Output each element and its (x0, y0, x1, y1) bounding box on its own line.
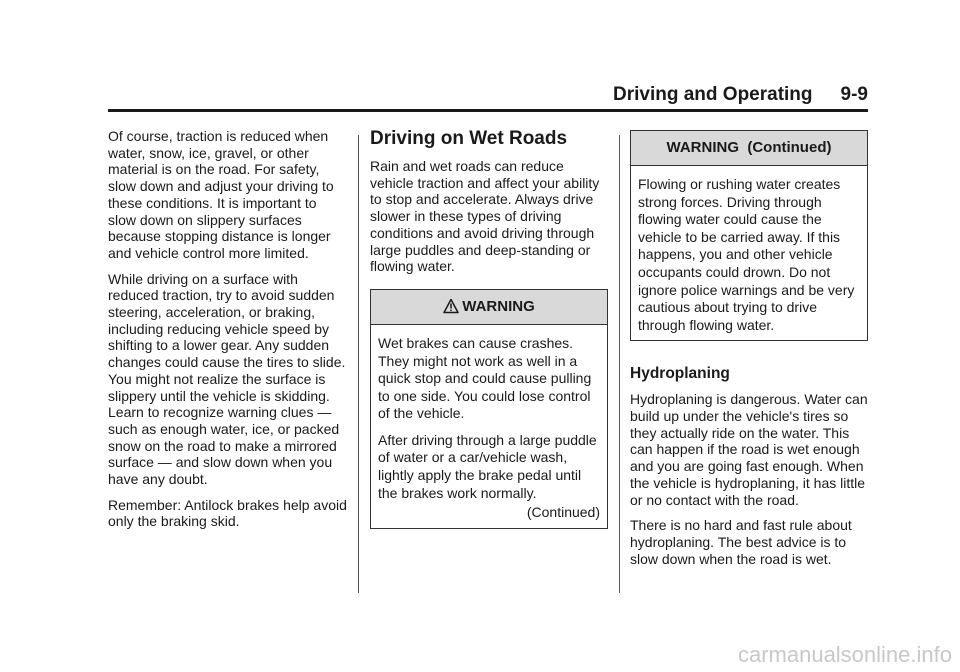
column-divider-1 (358, 135, 359, 593)
column-divider-2 (619, 135, 620, 593)
column-1 (108, 128, 348, 539)
warning-title: WARNING (462, 297, 535, 315)
paragraph: There is no hard and fast rule about hydroplaning. The best advice is to slow down when the road is wet. (630, 517, 852, 567)
warning-box (370, 289, 608, 529)
section-title: Driving and Operating (613, 84, 813, 105)
warning-triangle-icon (443, 293, 459, 327)
paragraph: While driving on a surface with reduced traction, try to avoid sudden steering, acceleration, or braking, including reducing vehicle speed by shifting to a lower gear. Any sudden changes could cause the tires to slide. You might not realize the surface is slippery until the vehicle is skidding. Learn to recognize warning clues — such as enough water, ice, or packed snow on the road to make a mirrored surface — and slow down when you have any doubt. (108, 270, 346, 488)
warning-body (371, 325, 607, 528)
continued-label: (Continued) (526, 504, 600, 521)
warning-paragraph: Flowing or rushing water creates strong forces. Driving through flowing water could cause the vehicle to be carried away. If this happens, you and other vehicle occupants could drown. Do not ignore police warnings and be very cautious about trying to drive through flowing water. (638, 176, 855, 333)
paragraph: Remember: Antilock brakes help avoid only the braking skid. (108, 496, 347, 530)
paragraph: Hydroplaning is dangerous. Water can build up under the vehicle's tires so they actually ride on the water. This can happen if the road is wet enough and you are going fast enough. When the vehicle is hydroplaning, it has little or no contact with the road. (630, 391, 868, 508)
warning-paragraph: After driving through a large puddle of water or a car/vehicle wash, lightly apply the brake pedal until the brakes work normally. (378, 431, 597, 501)
watermark: carmanualsonline.info (737, 642, 952, 667)
header-rule (108, 109, 868, 112)
warning-continued-header: WARNING (Continued) (631, 131, 867, 166)
section-heading: Driving on Wet Roads (370, 128, 568, 149)
column-3 (630, 130, 868, 576)
paragraph: Of course, traction is reduced when water, snow, ice, gravel, or other material is on the road. For safety, slow down and adjust your driving to these conditions. It is important to slow down on slippery surfaces because stopping distance is longer and vehicle control more limited. (108, 128, 334, 261)
subheading-hydroplaning: Hydroplaning (630, 365, 730, 383)
warning-continued-box (630, 130, 868, 341)
warning-header (371, 290, 607, 325)
intro-paragraph: Rain and wet roads can reduce vehicle traction and affect your ability to stop and accelerate. Always drive slower in these types of driving conditions and avoid driving through large puddles and deep-standing or flowing water. (370, 158, 600, 275)
column-2 (370, 128, 608, 529)
page-header (108, 84, 868, 106)
warning-continued-body (631, 166, 867, 340)
page-number: 9-9 (840, 84, 868, 105)
warning-paragraph: Wet brakes can cause crashes. They might not work as well in a quick stop and could cause pulling to one side. You could lose control of the vehicle. (378, 334, 592, 422)
